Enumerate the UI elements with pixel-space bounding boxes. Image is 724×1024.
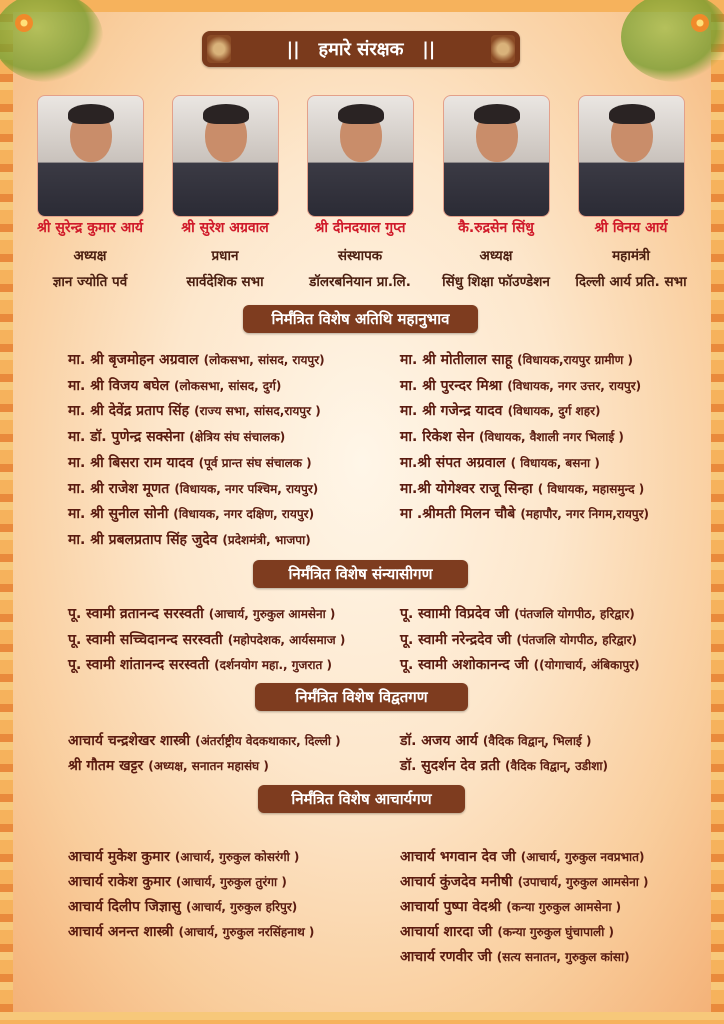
guest-role: ( विधायक, महासमुन्द ): [537, 481, 645, 496]
guest-name: आचार्य राकेश कुमार: [68, 874, 171, 890]
guest-role: (विधायक, दुर्ग शहर): [507, 404, 601, 419]
guest-role: (महापौर, नगर निगम,रायपुर): [520, 507, 649, 522]
list-item: [400, 375, 641, 395]
patron-card: [421, 218, 571, 290]
list-item: [400, 921, 614, 941]
list-item: [400, 349, 633, 369]
list-item: [68, 400, 321, 420]
guest-name: मा.श्री योगेश्वर राजू सिन्हा: [400, 480, 533, 497]
list-item: [68, 349, 325, 369]
guest-role: ((योगाचार्य, अंबिकापुर): [533, 658, 640, 672]
section-heading: निर्मंत्रित विशेष अतिथि महानुभाव: [243, 305, 478, 333]
list-item: [400, 426, 624, 446]
patron-org: दिल्ली आर्य प्रति. सभा: [575, 274, 687, 290]
patron-org: ज्ञान ज्योति पर्व: [52, 274, 128, 290]
list-item: [400, 755, 608, 775]
list-item: [68, 478, 318, 498]
list-item: [68, 755, 269, 775]
guest-name: मा. श्री देवेंद्र प्रताप सिंह: [68, 403, 190, 420]
guest-name: आचार्य रणवीर जी: [400, 949, 492, 965]
patron-photo: [578, 95, 685, 217]
guest-role: (प्रदेशमंत्री, भाजपा): [222, 532, 311, 547]
guest-role: (विधायक,रायपुर ग्रामीण ): [517, 353, 633, 367]
guest-role: (क्षेत्रिय संघ संचालक): [189, 430, 286, 445]
hair: [68, 104, 114, 124]
hair: [474, 104, 520, 124]
guest-name: मा .श्रीमती मिलन चौबे: [400, 506, 516, 523]
list-item: [68, 452, 312, 472]
patron-name: श्री सुरेश अग्रवाल: [181, 220, 269, 236]
guest-name: मा. श्री प्रबलप्रताप सिंह जुदेव: [68, 531, 223, 548]
guest-role: (आचार्य, गुरुकुल नरसिंहनाथ ): [178, 925, 315, 939]
guest-name: मा. श्री विजय बघेल: [68, 377, 175, 394]
patron-card: [556, 218, 706, 290]
leaf-decoration-icon: [621, 0, 724, 82]
list-item: [68, 629, 345, 649]
list-item: [68, 603, 335, 623]
guest-name: आचार्या शारदा जी: [400, 924, 493, 940]
guest-name: पू. स्वामी अशोकानन्द जी: [400, 657, 529, 673]
leaf-decoration-icon: [0, 0, 103, 82]
list-item: [400, 452, 600, 472]
patron-name: श्री दीनदयाल गुप्त: [314, 220, 406, 236]
patron-card: [150, 218, 300, 290]
patron-role: अध्यक्ष: [73, 248, 107, 264]
hair: [338, 104, 384, 124]
list-item: [68, 375, 281, 395]
patron-org: डॉलरबनियान प्रा.लि.: [309, 274, 411, 290]
guest-name: पू. स्वामी व्रतानन्द सरस्वती: [68, 606, 204, 622]
guest-role: (कन्या गुरुकुल घुंचापाली ): [497, 925, 614, 939]
title-banner: [202, 31, 520, 67]
guest-role: (आचार्य, गुरुकुल तुरंगा ): [175, 875, 287, 889]
section-heading: निर्मंत्रित विशेष आचार्यगण: [258, 785, 465, 813]
patron-role: महामंत्री: [612, 248, 650, 264]
list-item: [400, 400, 600, 420]
guest-role: (आचार्य, गुरुकुल हरिपुर): [186, 900, 298, 914]
guest-name: पू. स्वामी सच्चिदानन्द सरस्वती: [68, 631, 223, 648]
guest-name: मा. श्री बृजमोहन अग्रवाल: [68, 352, 199, 368]
guest-role: (विधायक, नगर पश्चिम, रायपुर): [174, 481, 319, 496]
patron-org: सार्वदेशिक सभा: [186, 274, 264, 290]
list-item: [68, 921, 314, 941]
guest-name: आचार्य भगवान देव जी: [400, 849, 516, 865]
hair: [203, 104, 249, 124]
list-item: [68, 730, 341, 750]
guest-name: डॉ. सुदर्शन देव व्रती: [400, 758, 500, 774]
guest-role: (पूर्व प्रान्त संघ संचालक ): [198, 455, 312, 470]
list-item: [400, 603, 635, 623]
guest-role: (विधायक, नगर उत्तर, रायपुर): [507, 378, 642, 393]
section-heading: निर्मंत्रित विशेष विद्वतगण: [255, 683, 468, 711]
guest-name: मा. श्री मोतीलाल साहू: [400, 352, 518, 368]
guest-name: आचार्य चन्द्रशेखर शास्त्री: [68, 733, 190, 749]
guest-role: (वैदिक विद्वान्, उडीशा): [504, 759, 609, 773]
flower-icon: [691, 14, 709, 32]
guest-name: पू. स्वाामी विप्रदेव जी: [400, 606, 509, 622]
guest-name: मा. श्री गजेन्द्र यादव: [400, 403, 503, 420]
patron-role: प्रधान: [211, 248, 239, 264]
hair: [609, 104, 655, 124]
patron-card: [285, 218, 435, 290]
list-item: [68, 846, 299, 866]
list-item: [68, 654, 332, 674]
guest-name: मा. श्री राजेश मूणत: [68, 480, 170, 497]
guest-role: (विधायक, वैशाली नगर भिलाई ): [479, 430, 624, 445]
guest-role: (आचार्य, गुरुकुल आमसेना ): [208, 607, 336, 621]
guest-name: आचार्य मुकेश कुमार: [68, 849, 170, 865]
guest-role: (लोकसभा, सांसद, दुर्ग): [174, 378, 282, 393]
guest-name: आचार्या पुष्पा वेदश्री: [400, 899, 502, 915]
list-item: [68, 871, 287, 891]
list-item: [400, 871, 649, 891]
guest-name: पू. स्वामी नरेन्द्रदेव जी: [400, 631, 512, 648]
guest-role: (अंतर्राष्ट्रीय वेदकथाकार, दिल्ली ): [195, 734, 341, 748]
list-item: [400, 896, 621, 916]
guest-name: आचार्य दिलीप जिज्ञासु: [68, 899, 181, 915]
guest-role: (लोकसभा, सांसद, रायपुर): [203, 353, 325, 367]
list-item: [68, 426, 285, 446]
list-item: [68, 503, 314, 523]
list-item: [400, 478, 644, 498]
guest-role: (दर्शनयोग महा., गुजरात ): [214, 658, 332, 672]
list-item: [400, 503, 649, 523]
list-item: [400, 846, 644, 866]
guest-name: मा. डॉ. पुणेन्द्र सक्सेना: [68, 429, 185, 446]
guest-role: (अध्यक्ष, सनातन महासंघ ): [148, 759, 269, 773]
guest-name: डॉ. अजय आर्य: [400, 733, 478, 749]
guest-name: मा. श्री पुरन्दर मिश्रा: [400, 377, 503, 394]
guest-name: मा. रिकेश सेन: [400, 429, 474, 446]
guest-role: (आचार्य, गुरुकुल नवप्रभात): [520, 850, 645, 864]
list-item: [68, 896, 297, 916]
list-item: [400, 654, 640, 674]
guest-role: (पंतजलि योगपीठ, हरिद्वार): [514, 607, 635, 621]
flower-icon: [15, 14, 33, 32]
guest-name: मा. श्री सुनील सोनी: [68, 506, 174, 523]
patron-name: कै.रुद्रसेन सिंधु: [458, 220, 534, 236]
guest-role: (कन्या गुरुकुल आमसेना ): [506, 900, 622, 914]
patron-card: [15, 218, 165, 290]
guest-role: (आचार्य, गुरुकुल कोसरंगी ): [174, 850, 300, 864]
page-title: || हमारे संरक्षक ||: [286, 39, 436, 60]
patron-photo: [443, 95, 550, 217]
patron-photo: [307, 95, 414, 217]
floral-ornament-icon: [207, 35, 231, 63]
list-item: [400, 730, 591, 750]
patron-role: अध्यक्ष: [479, 248, 513, 264]
list-item: [400, 946, 630, 966]
list-item: [400, 629, 637, 649]
guest-role: (महोपदेशक, आर्यसमाज ): [227, 632, 346, 647]
floral-ornament-icon: [491, 35, 515, 63]
guest-name: मा. श्री बिसरा राम यादव: [68, 454, 194, 471]
guest-name: पू. स्वामी शांतानन्द सरस्वती: [68, 657, 210, 673]
guest-role: (उपाचार्य, गुरुकुल आमसेना ): [517, 875, 649, 889]
guest-role: (पंतजलि योगपीठ, हरिद्वार): [516, 632, 638, 647]
patron-org: सिंधु शिक्षा फॉउण्डेशन: [442, 274, 550, 290]
guest-name: मा.श्री संपत अग्रवाल: [400, 454, 506, 471]
guest-role: (वैदिक विद्वान्, भिलाई ): [482, 734, 592, 748]
guest-name: आचार्य अनन्त शास्त्री: [68, 924, 174, 940]
list-item: [68, 529, 311, 549]
guest-role: (विधायक, नगर दक्षिण, रायपुर): [173, 507, 315, 522]
patron-photo: [172, 95, 279, 217]
patron-role: संस्थापक: [337, 248, 383, 264]
section-heading: निर्मंत्रित विशेष संन्यासीगण: [253, 560, 468, 588]
patron-name: श्री सुरेन्द्र कुमार आर्य: [36, 220, 143, 236]
patron-name: श्री विनय आर्य: [594, 220, 668, 236]
guest-role: ( विधायक, बसना ): [510, 455, 600, 470]
guest-role: (सत्य सनातन, गुरुकुल कांसा): [496, 950, 630, 964]
guest-name: श्री गौतम खट्टर: [68, 758, 144, 774]
guest-name: आचार्य कुंजदेव मनीषी: [400, 874, 513, 890]
patron-photo: [37, 95, 144, 217]
guest-role: (राज्य सभा, सांसद,रायपुर ): [194, 404, 321, 419]
